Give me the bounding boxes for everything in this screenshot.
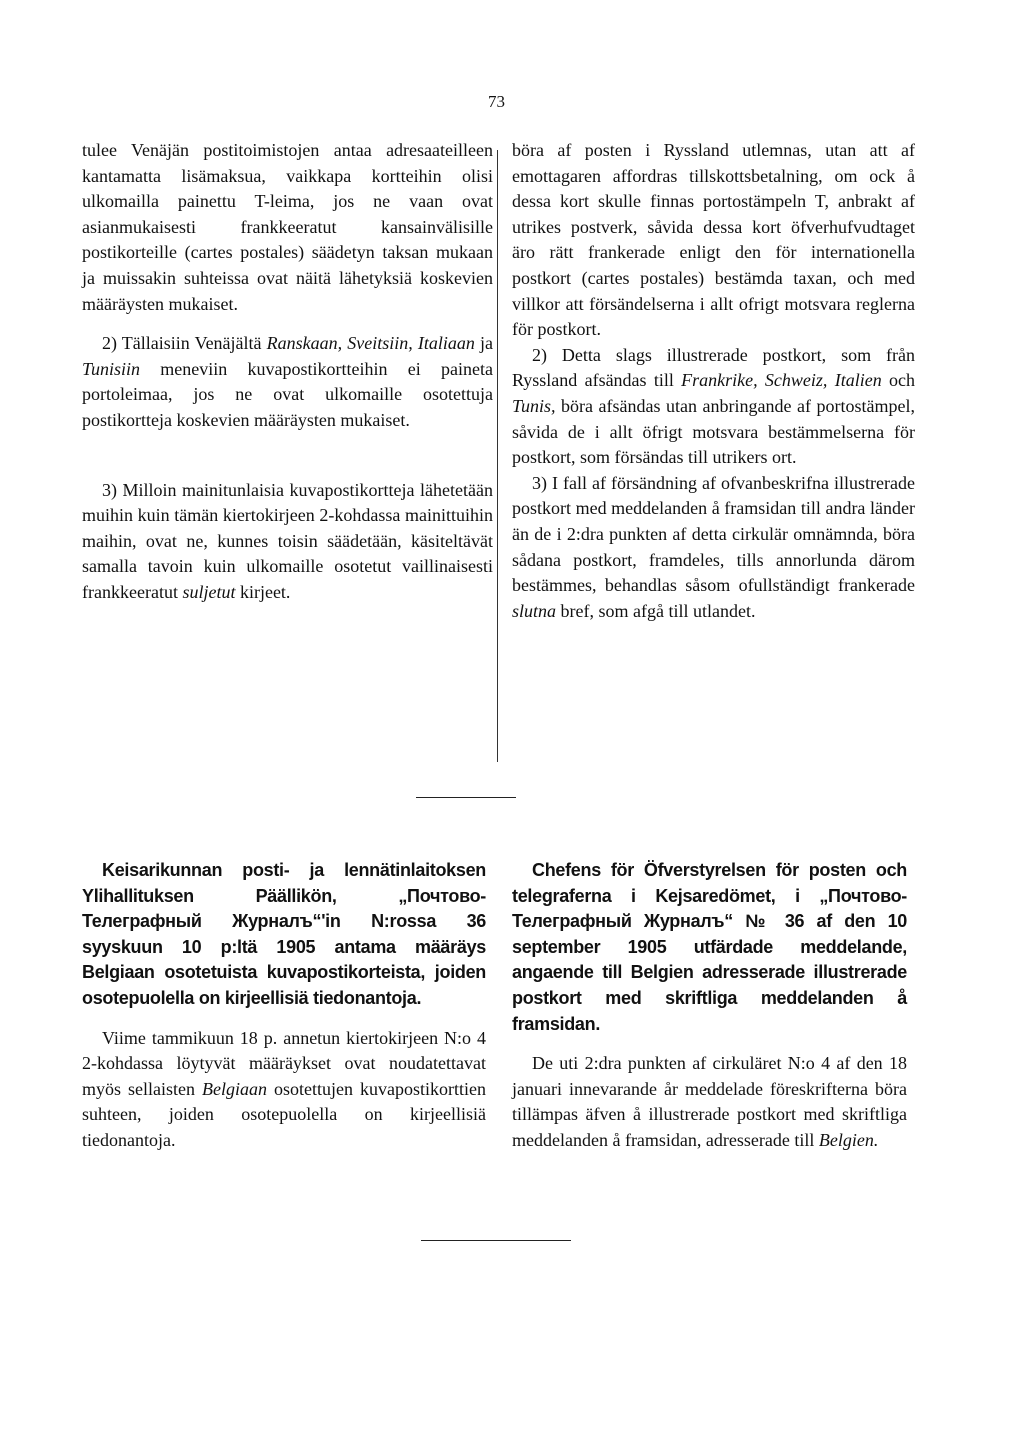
swedish-paragraph-2: 2) Detta slags illustrerade postkort, som från Ryssland afsändas till Frankrike, Schweiz, Italien och Tunis, böra afsändas utan anbringande af portostämpel, såvida de i allt öfrigt motsvara bestämmelserna för postkort, som försändas till utrikers ort. [512, 344, 915, 468]
finnish-column-top [82, 138, 493, 606]
finnish-paragraph-1: tulee Venäjän postitoimistojen antaa adresaateilleen kantamatta lisämaksua, vaikkapa kortteihin olisi ulkomailla painettu T-leima, jos ne vaan ovat asianmukaisesti frankkeeratut kansainvälisille postikorteille (cartes postales) säädetyn taksan mukaan ja muissakin suhteissa ovat näitä lähetyksiä koskevien määräysten mukaiset. [82, 140, 493, 314]
swedish-column-bottom [512, 858, 907, 1154]
end-rule [421, 1240, 571, 1241]
swedish-paragraph-1: böra af posten i Ryssland utlemnas, utan att af emottagaren affordras tillskottsbetalning, om ock å dessa kort skulle finnas portostämpeln T, anbrakt af utrikes postverk, såvida dessa kort öfverhufvudtaget äro rätt frankerade enligt den för internationella postkort (cartes postales) bestämda taxan, och med villkor att försändelserna i allt ofrigt motsvara reglerna för postkort. [512, 140, 915, 340]
finnish-section-heading: Keisarikunnan posti- ja lennätinlaitoksen Ylihallituksen Päällikön, „Почтово-Телеграфный Журналъ“'in N:rossa 36 syyskuun 10 p:ltä 1905 antama määräys Belgiaan osotetuista kuvapostikorteista, joiden osotepuolella on kirjeellisiä tiedonantoja. [82, 860, 486, 1008]
section-separator-rule [416, 797, 516, 798]
swedish-paragraph-3: 3) I fall af försändning af ofvanbeskrifna illustrerade postkort med meddelanden å framsidan till andra länder än de i 2:dra punkten af detta cirkulär omnämnda, böra sådana postkort, framdeles, tills annorlunda därom bestämmes, behandlas såsom ofullständigt frankerade slutna bref, som afgå till utlandet. [512, 472, 915, 621]
finnish-paragraph-2: 2) Tällaisiin Venäjältä Ranskaan, Sveitsiin, Italiaan ja Tunisiin meneviin kuvapostikortteihin ei paineta portoleimaa, jos ne ovat ulkomaille osotettuja postikortteja koskevien määräysten mukaiset. [82, 333, 493, 430]
finnish-paragraph-4: Viime tammikuun 18 p. annetun kiertokirjeen N:o 4 2-kohdassa löytyvät määräykset ovat noudatettavat myös sellaisten Belgiaan osotettujen kuvapostikorttien suhteen, joiden osotepuolella on kirjeellisiä tiedonantoja. [82, 1027, 486, 1150]
swedish-paragraph-4: De uti 2:dra punkten af cirkuläret N:o 4 af den 18 januari innevarande år meddelade föreskrifterna böra tillämpas äfven å illustrerade postkort med skriftliga meddelanden å framsidan, adresserade till Belgien. [512, 1053, 907, 1150]
page-number: 73 [488, 92, 505, 111]
swedish-section-heading: Chefens för Öfverstyrelsen för posten och telegraferna i Kejsaredömet, i „Почтово-Телеграфный Журналъ“ № 36 af den 10 september 1905 utfärdade meddelande, angaende till Belgien adresserade illustrerade postkort med skriftliga meddelanden å framsidan. [512, 860, 907, 1034]
finnish-paragraph-3: 3) Milloin mainitunlaisia kuvapostikortteja lähetetään muihin kuin tämän kiertokirjeen 2-kohdassa mainittuihin maihin, ovat ne, kunnes toisin säädetään, käsiteltävät samalla tavoin kuin ulkomaille osotetut vaillinaisesti frankkeeratut suljetut kirjeet. [82, 479, 493, 602]
column-divider [497, 150, 498, 762]
finnish-column-bottom [82, 858, 486, 1154]
swedish-column-top [512, 138, 915, 624]
